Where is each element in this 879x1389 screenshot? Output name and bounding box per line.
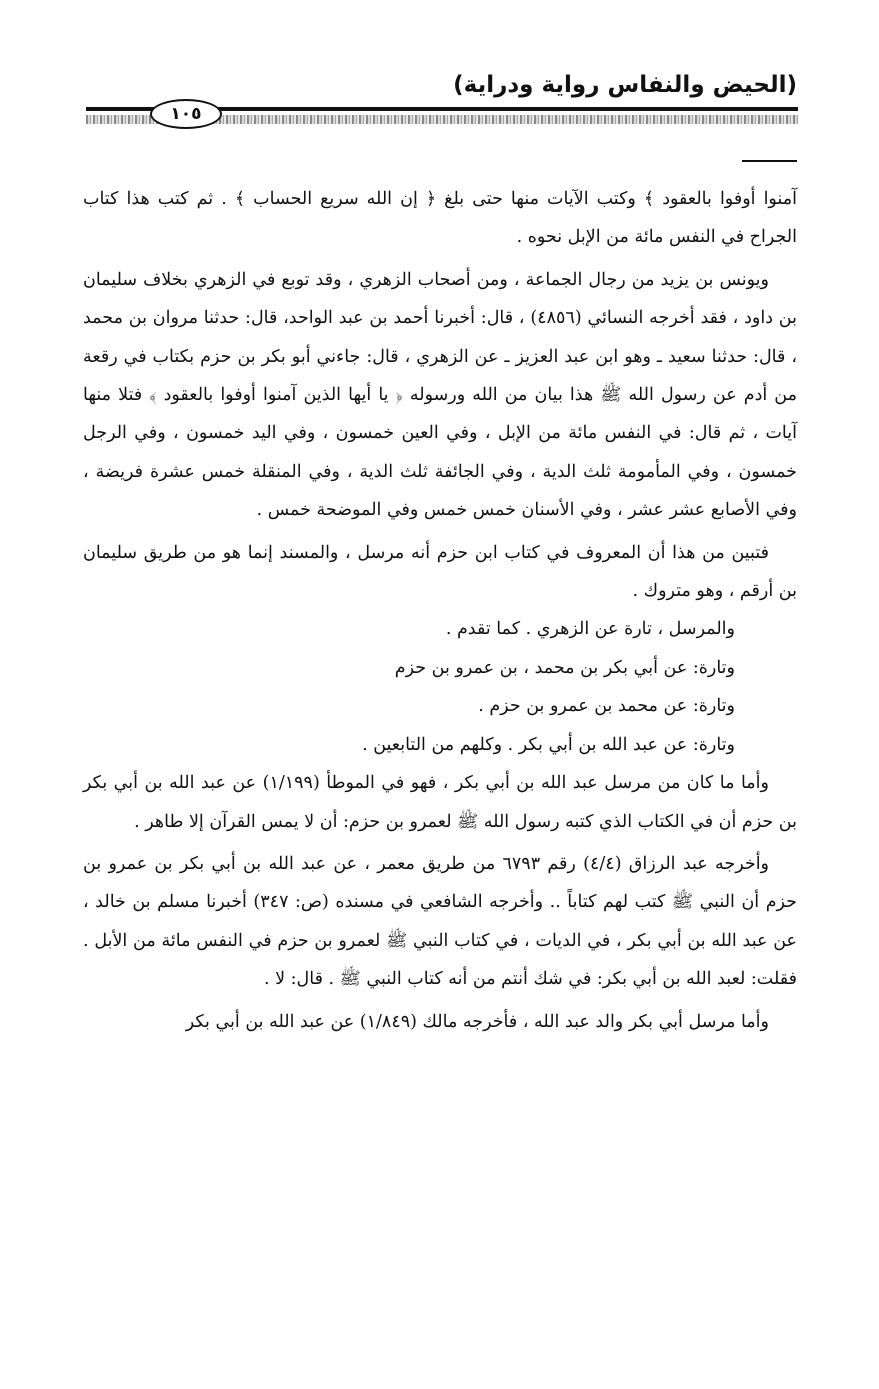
paragraph: وأما ما كان من مرسل عبد الله بن أبي بكر ، فهو في الموطأ (١/١٩٩) عن عبد الله بن أبي بكر بن حزم أن في الكتاب الذي كتبه رسول الله ﷺ لعمرو بن حزم: أن لا يمس القرآن إلا طاهر . — [83, 773, 797, 832]
paragraph: وتارة: عن محمد بن عمرو بن حزم . — [478, 696, 735, 717]
paragraph: آمنوا أوفوا بالعقود ﴾ وكتب الآيات منها حتى بلغ ﴿ إن الله سريع الحساب ﴾ . ثم كتب هذا كتاب الجراح في النفس مائة من الإبل نحوه . — [83, 189, 797, 248]
paragraph: وتارة: عن أبي بكر بن محمد ، بن عمرو بن حزم — [394, 657, 735, 678]
paragraph: والمرسل ، تارة عن الزهري . كما تقدم . — [445, 619, 735, 640]
paragraph: وتارة: عن عبد الله بن أبي بكر . وكلهم من التابعين . — [362, 734, 735, 755]
footnote-separator — [742, 160, 797, 162]
paragraph: وأما مرسل أبي بكر والد عبد الله ، فأخرجه مالك (١/٨٤٩) عن عبد الله بن أبي بكر — [185, 1011, 769, 1032]
page-number-badge: ١٠٥ — [150, 99, 222, 129]
running-title: (الحيض والنفاس رواية ودراية) — [453, 72, 797, 98]
paragraph: فتبين من هذا أن المعروف في كتاب ابن حزم أنه مرسل ، والمسند إنما هو من طريق سليمان بن أرقم ، وهو متروك . — [83, 542, 797, 602]
body-text — [83, 180, 797, 1041]
paragraph: وأخرجه عبد الرزاق (٤/٤) رقم ٦٧٩٣ من طريق معمر ، عن عبد الله بن أبي بكر بن عمرو بن حزم أن النبي ﷺ كتب لهم كتاباً .. وأخرجه الشافعي في مسنده (ص: ٣٤٧) أخبرنا مسلم بن خالد ، عن عبد الله بن أبي بكر ، في الديات ، في كتاب النبي ﷺ لعمرو بن حزم في النفس مائة من الأبل . فقلت: لعبد الله بن أبي بكر: في شك أنتم من أنه كتاب النبي ﷺ . قال: لا . — [83, 853, 798, 990]
paragraph: ويونس بن يزيد من رجال الجماعة ، ومن أصحاب الزهري ، وقد توبع في الزهري بخلاف سليمان بن داود ، فقد أخرجه النسائي (٤٨٥٦) ، قال: أخبرنا أحمد بن عبد الواحد، قال: حدثنا مروان بن محمد ، قال: حدثنا سعيد ـ وهو ابن عبد العزيز ـ عن الزهري ، قال: جاءني أبو بكر بن حزم بكتاب في رقعة من أدم عن رسول الله ﷺ هذا بيان من الله ورسوله ﴿ يا أيها الذين آمنوا أوفوا بالعقود ﴾ فتلا منها آيات ، ثم قال: في النفس مائة من الإبل ، وفي العين خمسون ، وفي اليد خمسون ، وفي الرجل خمسون ، وفي المأمومة ثلث الدية ، وفي الجائفة ثلث الدية ، وفي المنقلة خمس عشرة فريضة ، وفي الأصابع عشر عشر ، وفي الأسنان خمس خمس وفي الموضحة خمس . — [83, 269, 798, 521]
